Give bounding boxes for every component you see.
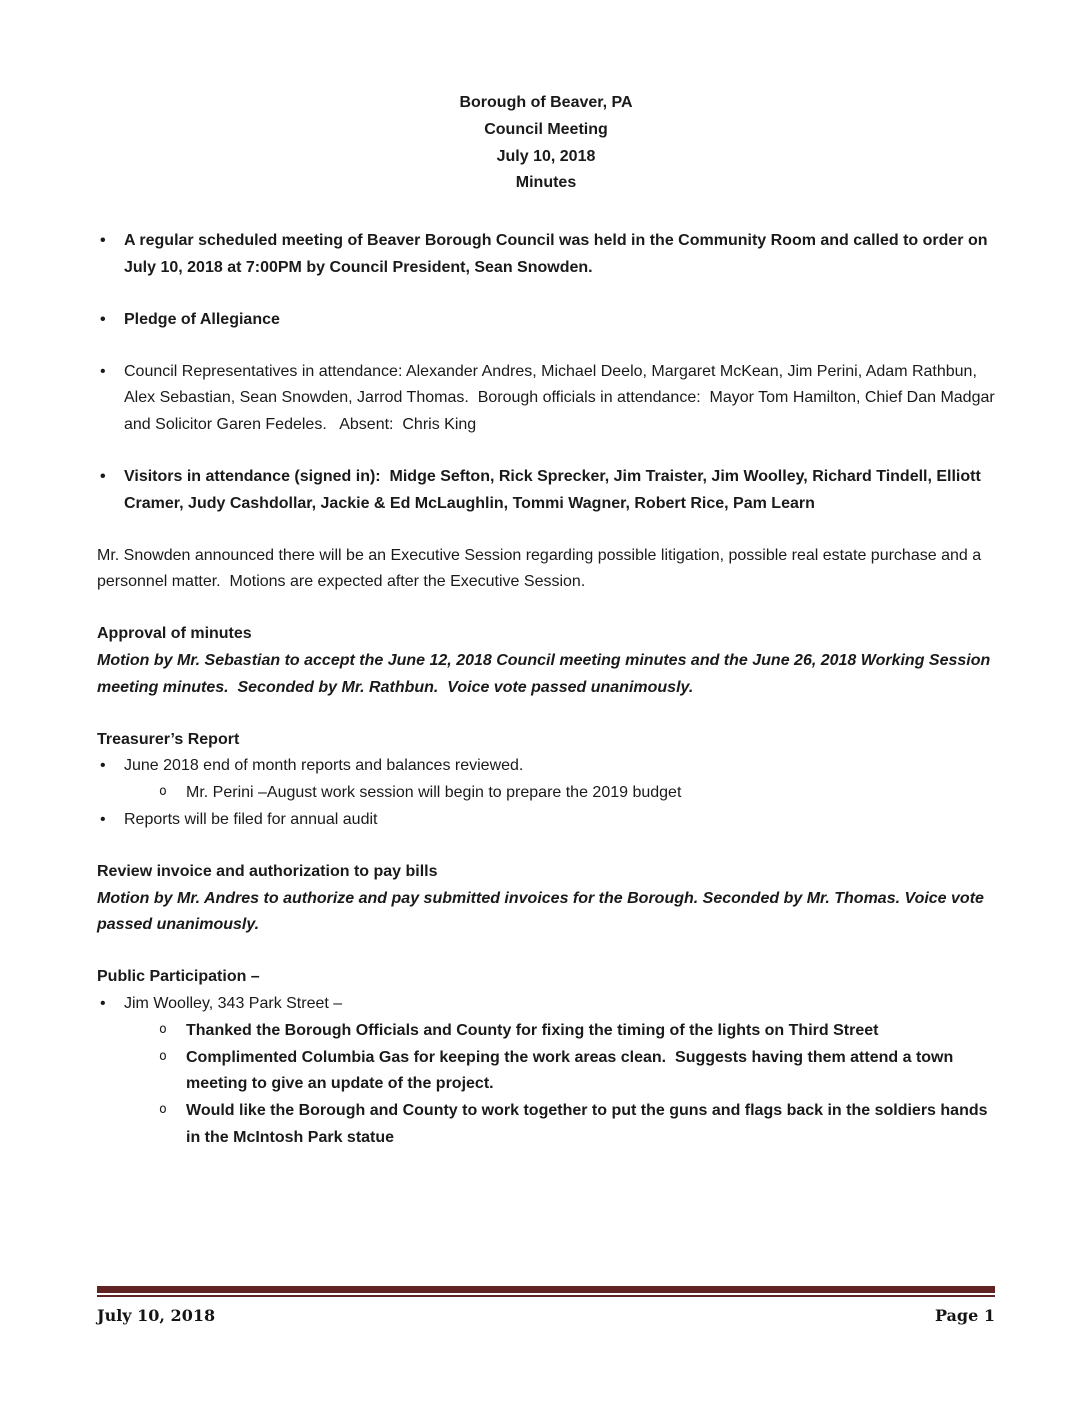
section-heading-approval-of-minutes: Approval of minutes [97,625,252,643]
list-item-text: Jim Woolley, 343 Park Street – [124,994,343,1012]
list-item-text: Council Representatives in attendance: Alexander Andres, Michael Deelo, Margaret McKean, Jim Perini, Adam Rathbun, Alex Sebastian, Sean Snowden, Jarrod Thomas. Borough officials in attendance: Mayor Tom Hamilton, Chief Dan Madgar and Solicitor Garen Fedeles. Absent: Chris King [124,362,1000,434]
treasurer-bullet-month-reports [97,753,995,780]
section-heading-treasurers-report: Treasurer’s Report [97,730,240,748]
list-item-pledge [97,307,995,334]
list-item-text: Pledge of Allegiance [124,310,280,328]
list-item-text: Complimented Columbia Gas for keeping the work areas clean. Suggests having them attend a town meeting to give an update of the project. [186,1048,958,1093]
bullet-icon: • [100,232,106,250]
list-item-call-to-order [97,228,995,282]
list-item-council-representatives [97,359,1000,439]
list-item-text: Reports will be filed for annual audit [124,810,378,828]
bullet-icon: • [100,757,106,775]
bullet-icon: • [100,810,106,828]
participation-sub-bullet-lights [97,1018,995,1045]
participation-sub-bullet-columbia-gas [97,1045,995,1099]
list-item-text: Visitors in attendance (signed in): Midge Sefton, Rick Sprecker, Jim Traister, Jim Woolley, Richard Tindell, Elliott Cramer, Judy Cashdollar, Jackie & Ed McLaughlin, Tommi Wagner, Robert Rice, Pam Learn [124,467,986,512]
participation-speaker-bullet [97,991,995,1018]
document-title [97,90,995,197]
footer-date: July 10, 2018 [97,1306,216,1325]
list-item-text: Would like the Borough and County to work together to put the guns and flags back in the soldiers hands in the McIntosh Park statue [186,1102,992,1146]
page-footer [97,1286,995,1328]
list-item-text: Mr. Perini –August work session will begin to prepare the 2019 budget [186,784,682,802]
bullet-icon: • [100,362,106,380]
invoice-motion-text: Motion by Mr. Andres to authorize and pay submitted invoices for the Borough. Seconded by Mr. Thomas. Voice vote passed unanimously. [97,889,989,934]
list-item-text: Thanked the Borough Officials and County for fixing the timing of the lights on Third Street [186,1021,879,1039]
document-content [97,90,1000,1152]
title-line-minutes: Minutes [515,174,577,192]
list-item-text: June 2018 end of month reports and balances reviewed. [124,757,524,775]
bullet-icon: • [100,994,106,1012]
section-heading-public-participation: Public Participation – [97,968,260,986]
participation-sub-bullet-statue [97,1098,995,1152]
footer-page-number: Page 1 [934,1306,995,1325]
circle-bullet-icon: o [159,784,167,800]
footer-rule-thin [97,1295,995,1297]
circle-bullet-icon: o [159,1021,167,1037]
title-line-organization: Borough of Beaver, PA [459,94,633,111]
executive-session-announcement: Mr. Snowden announced there will be an Executive Session regarding possible litigation, possible real estate purchase and a personnel matter. Motions are expected after the Executive Session. [97,546,986,591]
bullet-icon: • [100,310,106,328]
approval-motion-text: Motion by Mr. Sebastian to accept the June 12, 2018 Council meeting minutes and the June 26, 2018 Working Session meeting minutes. Seconded by Mr. Rathbun. Voice vote passed unanimously. [97,651,995,696]
circle-bullet-icon: o [159,1102,167,1118]
section-heading-review-invoice: Review invoice and authorization to pay bills [97,862,438,880]
footer-text-row [97,1304,995,1328]
treasurer-sub-bullet-budget [97,780,995,807]
treasurer-bullet-annual-audit [97,807,995,834]
circle-bullet-icon: o [159,1048,167,1064]
title-line-date: July 10, 2018 [496,147,596,165]
list-item-visitors [97,464,995,518]
footer-rule-thick [97,1286,995,1293]
title-line-meeting-type: Council Meeting [484,120,608,138]
bullet-icon: • [100,467,106,485]
list-item-text: A regular scheduled meeting of Beaver Borough Council was held in the Community Room and called to order on July 10, 2018 at 7:00PM by Council President, Sean Snowden. [124,232,992,276]
